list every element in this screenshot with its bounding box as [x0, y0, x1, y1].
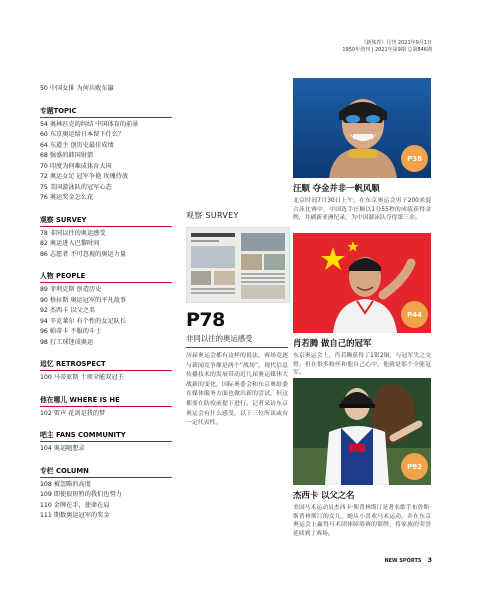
toc-entry[interactable]: 64 东道主 创历史最佳成绩 [40, 141, 114, 149]
toc-entry[interactable]: 98 打工球迷成奥运 [40, 338, 94, 346]
toc-entry[interactable]: 94 辛克莱尔 有个性的女足队长 [40, 317, 127, 325]
footer-page-number: 3 [427, 556, 432, 564]
article-title: 杰西卡 以父之名 [293, 490, 355, 500]
spread-thumbnail [187, 228, 289, 302]
article-title: 汪顺 夺金并非一帆风顺 [293, 183, 380, 193]
survey-label: 观察 SURVEY [186, 211, 239, 220]
article-body: 北京时间7月30日上午，在东京奥运会男子200米混合泳比赛中，中国选手汪顺以1分55秒的成绩获得金牌，并刷新亚洲纪录，为中国游泳队夺得第三金。 [293, 198, 431, 222]
toc-entry[interactable]: 89 菲利克斯 创造历史 [40, 286, 102, 293]
article-title: 肖若腾 做自己的冠军 [293, 338, 372, 348]
page-badge: P44 [401, 301, 428, 328]
toc-entry[interactable]: 96 帕蒂卡 不服的斗士 [40, 328, 102, 335]
toc-entry[interactable]: 78 非同以往的奥运感受 [40, 229, 106, 237]
footer-brand: NEW SPORTS [384, 558, 422, 564]
article-photo [293, 78, 431, 178]
toc-entry[interactable]: 109 即使很短暂的我们也努力 [40, 491, 122, 498]
toc-section [40, 359, 172, 384]
toc-section [40, 466, 172, 522]
article-wang-shun[interactable] [293, 78, 431, 223]
article-body: 东京奥运会上，肖若腾获得了1银2铜，与冠军失之交臂。但在很多粉丝和他自己心中，他就是那个全能冠军。 [293, 353, 431, 377]
toc-entry[interactable]: 110 金牌在手，使命在肩 [40, 501, 110, 509]
article-photo [293, 233, 431, 333]
feature-body: 历届奥运会都有这样的说法，赛场竞逐与新闻竞争像是两个“战场”。现代信息传播技术的发展带动近几届奥运媒体大战新的变化，国际奥委会和东京奥组委在媒体服务方面也做出新的尝试，但这都要在防疫前提下进行。记者采访东京奥运会有什么感受，以下三位所谈或有一定代表性。 [186, 353, 288, 427]
toc-section-title: 吧主 FANS COMMUNITY [40, 430, 172, 442]
table-of-contents [40, 84, 172, 522]
toc-entry[interactable]: 70 印度为何难成体育大国 [40, 162, 112, 170]
toc-section [40, 106, 172, 204]
toc-entry[interactable]: 75 美国游泳队的冠军心态 [40, 183, 112, 191]
toc-entry[interactable]: 76 奥运奖金怎么花 [40, 194, 94, 201]
magazine-spread-image [186, 227, 290, 303]
toc-sections [40, 106, 172, 522]
toc-section [40, 215, 172, 261]
article-jessica[interactable] [293, 378, 431, 538]
toc-section [40, 395, 172, 420]
page-footer [384, 556, 432, 564]
toc-entry[interactable]: 86 志愿者 不可忽视的奥运力量 [40, 250, 127, 258]
toc-entry[interactable]: 108 被忽略的高度 [40, 480, 91, 488]
page-badge: P38 [401, 145, 428, 172]
toc-section-title: 观察 SURVEY [40, 215, 172, 227]
toc-intro-item[interactable]: 50 中国女排 为何兵败东瀛 [40, 85, 114, 92]
survey-feature [186, 210, 288, 429]
toc-entry[interactable]: 100 马蒂亚斯 十项全能双冠王 [40, 374, 124, 381]
toc-entry[interactable]: 54 奥林匹克的纠结 中国体育的前景 [40, 120, 139, 128]
page-badge: P92 [401, 453, 428, 480]
feature-page-number: P78 [186, 309, 225, 331]
header-line-2: 1950年创刊 | 2021年第9期 总第846期 [342, 47, 432, 53]
toc-section-title: 专栏 COLUMN [40, 466, 172, 478]
toc-section-title: 专题TOPIC [40, 106, 172, 118]
article-body: 美国马术运动员杰西卡·斯普林斯汀是著名歌手布鲁斯·斯普林斯汀的女儿，她从小喜欢马术运动，并在东京奥运会上赢得马术团体障碍赛的银牌，将家族的荣誉延续到了赛场。 [293, 505, 431, 537]
toc-section [40, 430, 172, 455]
toc-entry[interactable]: 72 奥运女足 冠军争艳 玫瑰待放 [40, 173, 129, 180]
toc-section-title: 人物 PEOPLE [40, 271, 172, 283]
toc-section-title: 他在哪儿 WHERE IS HE [40, 395, 172, 407]
toc-entry[interactable]: 82 奥运进入巴黎时间 [40, 240, 100, 247]
toc-entry[interactable]: 90 格拉斯 奥运冠军的平凡故事 [40, 296, 127, 304]
toc-entry[interactable]: 60 东京奥运给日本留下什么？ [40, 131, 125, 138]
toc-section [40, 271, 172, 348]
feature-title: 非同以往的奥运感受 [186, 333, 288, 348]
toc-entry[interactable]: 102 雷声 花剑是我的梦 [40, 409, 106, 417]
toc-section-title: 追忆 RETROSPECT [40, 359, 172, 371]
toc-entry[interactable]: 68 强盛的韩国射箭 [40, 152, 94, 159]
article-photo [293, 378, 431, 485]
article-xiao-ruoteng[interactable] [293, 233, 431, 378]
header-line-1: 《新体育》月刊 2021年9月1日 [361, 40, 432, 46]
magazine-header [342, 40, 432, 54]
toc-entry[interactable]: 92 杰西卡 以父之名 [40, 307, 96, 314]
toc-entry[interactable]: 104 奥运随想录 [40, 445, 85, 452]
toc-entry[interactable]: 111 期数奥运冠军的奖金 [40, 512, 110, 519]
